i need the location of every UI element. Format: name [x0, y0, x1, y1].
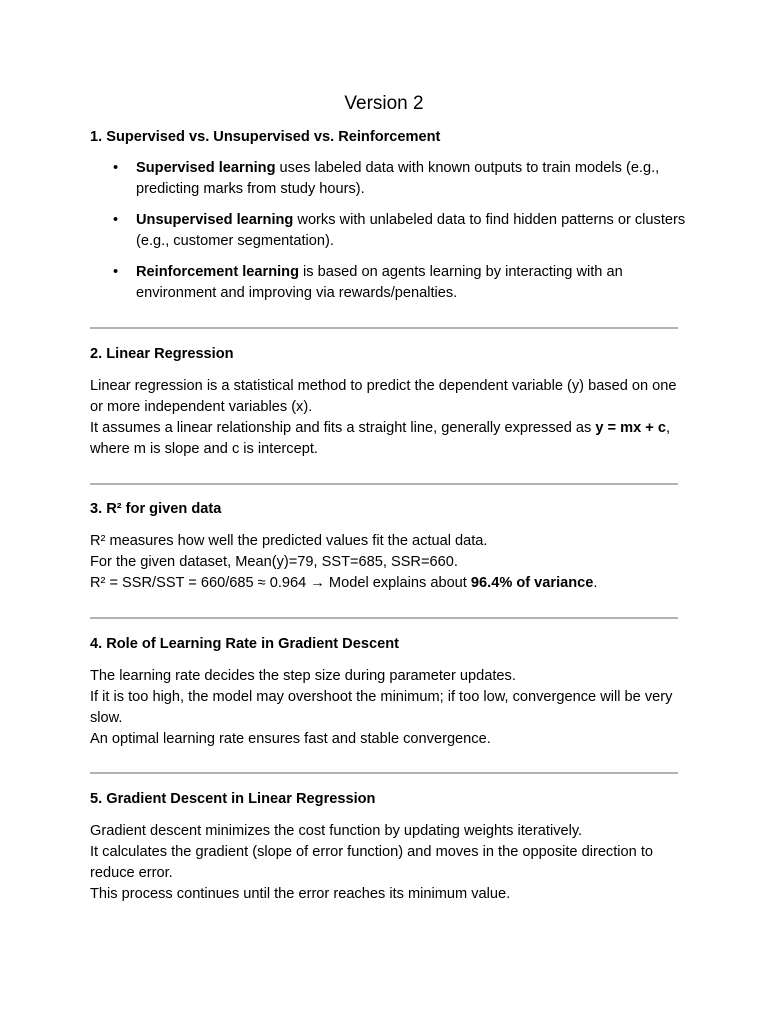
term-label: Unsupervised learning [136, 212, 294, 228]
paragraph-text: . [593, 575, 598, 591]
paragraph-text: Gradient descent minimizes the cost function by updating weights iteratively. [90, 823, 583, 839]
paragraph-text: For the given dataset, Mean(y)=79, SST=685, SSR=660. [90, 554, 458, 570]
paragraph-text: If it is too high, the model may overshoot the minimum; if too low, convergence will be very slow. [90, 689, 673, 726]
paragraph-text: Linear regression is a statistical method to predict the dependent variable (y) based on one or more independent variables (x). [90, 378, 677, 415]
paragraph [90, 821, 690, 905]
section-divider [90, 483, 678, 485]
bullet-list [90, 158, 690, 304]
section-learning-rate [90, 634, 690, 750]
section-linear-regression [90, 344, 690, 460]
page-title: Version 2 [344, 93, 424, 114]
list-item [90, 158, 690, 200]
section-heading: 1. Supervised vs. Unsupervised vs. Reinforcement [90, 129, 441, 145]
paragraph-text: R² measures how well the predicted values fit the actual data. [90, 533, 488, 549]
term-description: uses labeled data with known outputs to train models (e.g., predicting marks from study hours). [136, 160, 660, 197]
term-label: Reinforcement learning [136, 264, 299, 280]
section-divider [90, 617, 678, 619]
section-heading: 2. Linear Regression [90, 346, 234, 362]
paragraph-text: It calculates the gradient (slope of error function) and moves in the opposite direction to reduce error. [90, 844, 653, 881]
term-description: is based on agents learning by interacting with an environment and improving via rewards/penalties. [136, 264, 623, 301]
paragraph-text: This process continues until the error reaches its minimum value. [90, 886, 511, 902]
section-heading: 5. Gradient Descent in Linear Regression [90, 791, 376, 807]
equation-text: y = mx + c [595, 420, 666, 436]
section-divider [90, 327, 678, 329]
section-learning-types [90, 127, 690, 314]
paragraph [90, 666, 690, 750]
section-heading: 4. Role of Learning Rate in Gradient Descent [90, 636, 399, 652]
highlight-text: 96.4% of variance [470, 575, 594, 591]
paragraph-text: It assumes a linear relationship and fits a straight line, generally expressed as [90, 420, 596, 436]
paragraph-text: The learning rate decides the step size during parameter updates. [90, 668, 516, 684]
paragraph-text: , where m is slope and c is intercept. [90, 420, 671, 457]
bullet-icon: • [113, 160, 119, 176]
section-r-squared [90, 499, 690, 594]
list-item [90, 210, 690, 252]
list-item [90, 262, 690, 304]
bullet-icon: • [113, 264, 119, 280]
paragraph-text: R² = SSR/SST = 660/685 ≈ 0.964 → Model explains about [90, 575, 471, 591]
section-divider [90, 772, 678, 774]
paragraph [90, 376, 690, 460]
paragraph-text: An optimal learning rate ensures fast and stable convergence. [90, 731, 491, 747]
section-gradient-descent [90, 789, 690, 905]
bullet-icon: • [113, 212, 119, 228]
term-description: works with unlabeled data to find hidden patterns or clusters (e.g., customer segmentation). [136, 212, 686, 249]
paragraph [90, 531, 690, 594]
term-label: Supervised learning [136, 160, 276, 176]
section-heading: 3. R² for given data [90, 501, 222, 517]
